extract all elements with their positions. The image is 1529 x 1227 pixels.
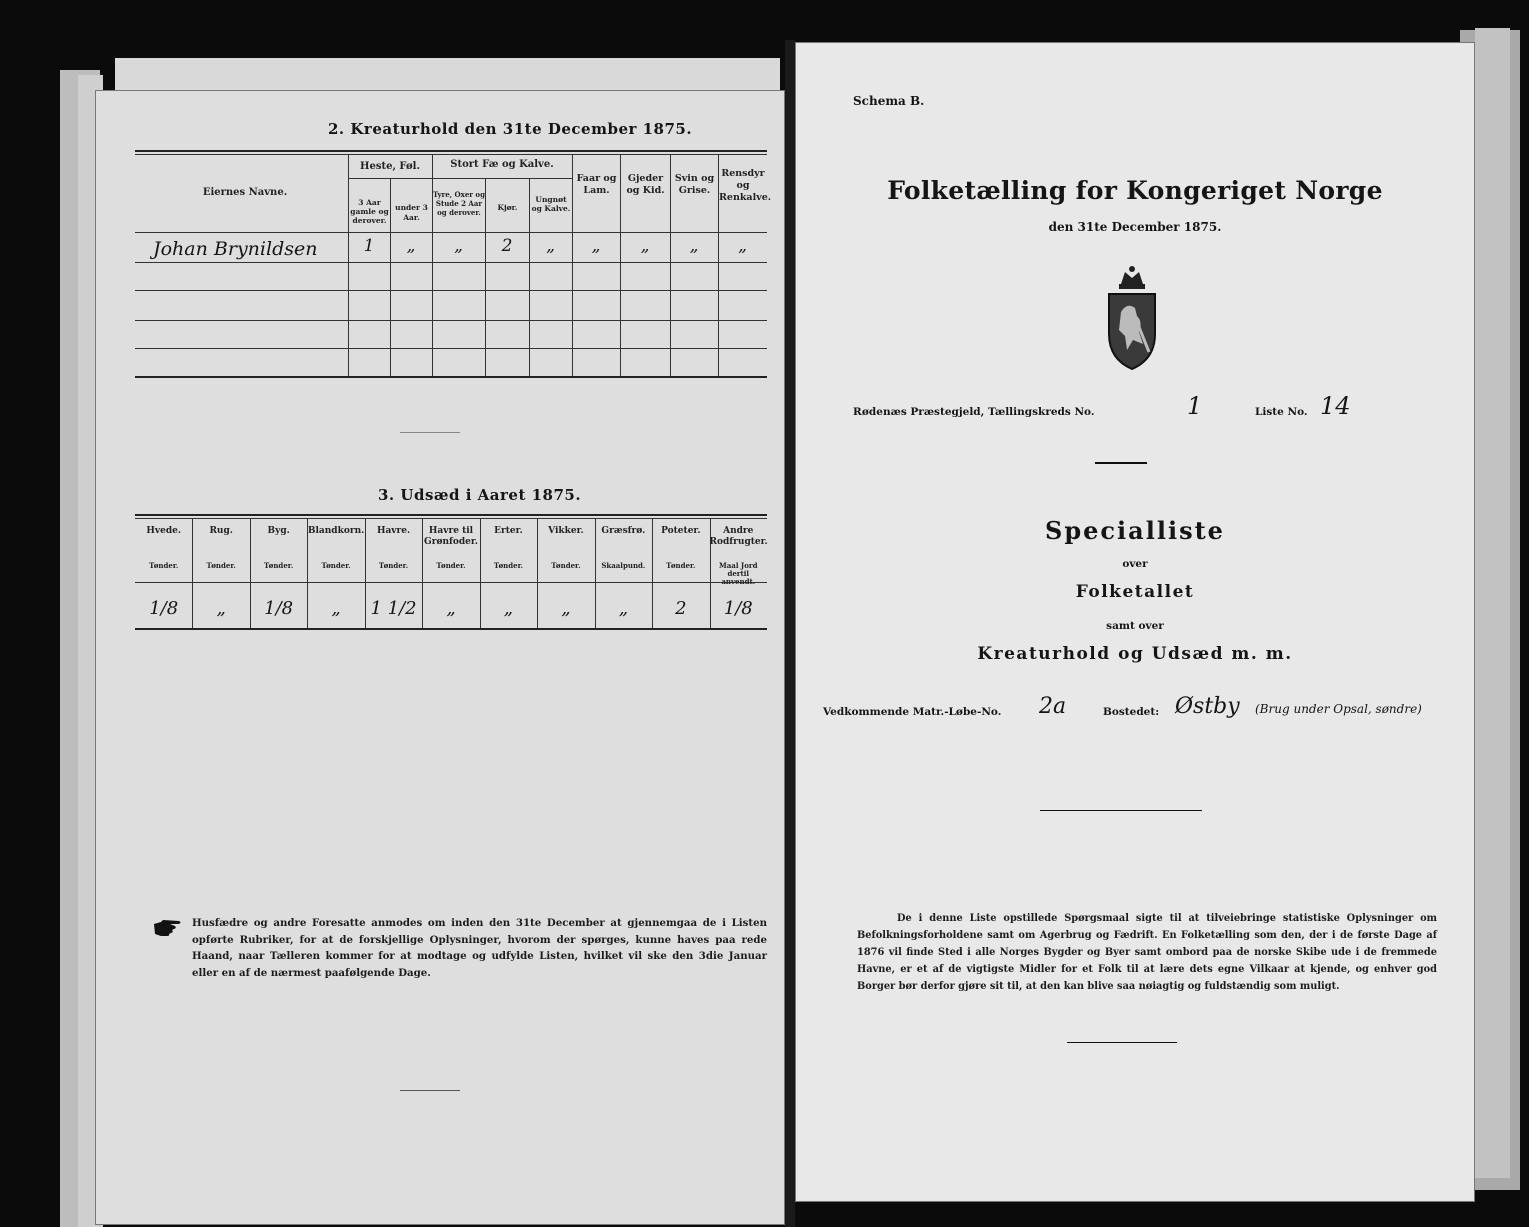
col-horse-old-header: 3 Aar gamle og derover. <box>350 198 389 225</box>
bottom-dash <box>400 1090 460 1091</box>
prestegjeld-label: Rødenæs Præstegjeld, Tællingskreds No. <box>853 406 1095 418</box>
bostedet-note: (Brug under Opsal, søndre) <box>1255 702 1422 716</box>
seed-col-unit: Tønder. <box>378 561 409 570</box>
seed-col-unit: Tønder. <box>264 561 294 570</box>
value-pigs: „ <box>689 236 699 256</box>
tellingskreds-value: 1 <box>1187 392 1203 420</box>
table2-col-divider <box>432 154 433 376</box>
value-young-cattle: „ <box>546 236 555 256</box>
table2-bottom-rule <box>135 376 767 378</box>
table3-bottom-rule <box>135 628 767 630</box>
table3-header-rule <box>135 582 767 583</box>
specialliste-heading: Specialliste <box>1045 516 1225 545</box>
over-text: over <box>1122 558 1148 570</box>
table2-top-rule-2 <box>135 154 767 155</box>
kreaturhold-heading: Kreaturhold og Udsæd m. m. <box>977 644 1293 664</box>
col-bulls-header: Tyre, Oxer og Stude 2 Aar og derover. <box>433 190 485 217</box>
divider-2 <box>1040 810 1202 811</box>
seed-col-unit: Tønder. <box>321 561 351 570</box>
divider-1 <box>1095 462 1147 464</box>
owner-name: Johan Brynildsen <box>153 238 318 260</box>
right-page <box>795 42 1475 1202</box>
seed-col-header: Erter. <box>494 526 523 536</box>
seed-col-unit: Tønder. <box>551 561 581 570</box>
value-sheep: „ <box>591 236 601 256</box>
folketallet-heading: Folketallet <box>1075 582 1195 602</box>
group-cattle-header: Stort Fæ og Kalve. <box>450 159 554 170</box>
group-horses-header: Heste, Føl. <box>360 161 420 172</box>
main-subtitle: den 31te December 1875. <box>1048 220 1222 234</box>
value-goats: „ <box>640 236 650 256</box>
section2-title: 2. Kreaturhold den 31te December 1875. <box>328 120 693 138</box>
notice-text: De i denne Liste opstillede Spørgsmaal sigte til at tilveiebringe statistiske Oplysninger om Befolkningsforholdene samt om Agerbrug og Fædrift. En Folketælling som den, der i de første Dage af 1876 vil finde Sted i alle Norges Bygder og Byer samt ombord paa de norske Skibe ude i de fremmede Havne, er et af de vigtigste Midler for et Folk til at lære dets egne Vilkaar at kjende, og enhver god Borger bør derfor gjøre sit til, at den kan blive saa nøiagtig og fuldstændig som muligt. <box>857 913 1437 992</box>
table3-top-rule-2 <box>135 518 767 519</box>
seed-col-unit: Tønder. <box>149 561 179 570</box>
table2-col-divider <box>348 154 349 376</box>
seed-col-unit: Skaalpund. <box>601 561 646 570</box>
col-pigs-header: Svin og Grise. <box>674 173 715 196</box>
table2-row-rule-1 <box>135 262 767 263</box>
col-young-cattle-header: Ungnøt og Kalve. <box>531 195 571 213</box>
liste-value: 14 <box>1320 392 1351 420</box>
seed-value: „ <box>561 598 571 619</box>
seed-col-unit: Tønder. <box>206 561 236 570</box>
table2-row-rule-3 <box>135 320 767 321</box>
book-fold <box>785 40 795 1227</box>
seed-col-header: Græsfrø. <box>601 526 646 536</box>
footnote-text: Husfædre og andre Foresatte anmodes om inden den 31te December at gjennemgaa de i Listen opførte Rubriker, for at de forskjellige Oplysninger, hvorom der spørges, kunne haves paa rede Haand, naar Tælleren kommer for at modtage og udfylde Listen, hvilket vil ske den 3die Januar eller en af de nærmest paafølgende Dage. <box>192 917 767 979</box>
seed-value: 1/8 <box>723 598 753 619</box>
matr-label: Vedkommende Matr.-Løbe-No. <box>823 706 1002 718</box>
divider-3 <box>1067 1042 1177 1043</box>
samt-over-text: samt over <box>1106 620 1164 632</box>
bostedet-label: Bostedet: <box>1103 706 1160 718</box>
separator-dash <box>400 432 460 433</box>
seed-value: „ <box>618 598 629 619</box>
right-page-edge-inner <box>1475 28 1510 1178</box>
seed-col-header: Havre. <box>376 526 411 536</box>
table2-group-rule <box>348 178 572 179</box>
seed-col-header: Vikker. <box>548 526 584 536</box>
col-sheep-header: Faar og Lam. <box>576 173 617 196</box>
seed-value: 2 <box>675 598 687 619</box>
col-cows-header: Kjør. <box>497 203 518 212</box>
col-horse-young-header: under 3 Aar. <box>395 203 428 222</box>
seed-value: „ <box>446 598 456 619</box>
seed-col-header: Rug. <box>209 526 233 536</box>
value-cows: 2 <box>501 236 513 256</box>
seed-value: „ <box>216 598 226 619</box>
left-page <box>95 90 785 1225</box>
table2-row-rule-4 <box>135 348 767 349</box>
table2-header-rule <box>135 232 767 233</box>
pointing-hand-icon <box>153 918 183 938</box>
col-owner-header: Eiernes Navne. <box>202 187 288 198</box>
section3-title: 3. Udsæd i Aaret 1875. <box>378 486 582 504</box>
seed-col-header: Byg. <box>267 526 290 536</box>
col-reindeer-header: Rensdyr og Renkalve. <box>719 168 772 203</box>
seed-col-header: Andre Rodfrugter. <box>709 526 768 547</box>
col-goats-header: Gjeder og Kid. <box>626 173 665 196</box>
seed-col-unit: Tønder. <box>436 561 466 570</box>
seed-col-header: Havre til Grønfoder. <box>424 526 478 547</box>
seed-value: „ <box>331 598 341 619</box>
seed-value: 1/8 <box>264 598 294 619</box>
value-horse-young: „ <box>406 236 416 256</box>
seed-col-header: Poteter. <box>661 526 701 536</box>
value-reindeer: „ <box>738 236 747 256</box>
bostedet-value: Østby <box>1175 694 1240 719</box>
table3-top-rule <box>135 514 767 516</box>
seed-col-header: Hvede. <box>146 526 182 536</box>
matr-value: 2a <box>1039 694 1067 719</box>
value-horse-old: 1 <box>363 236 375 256</box>
schema-label: Schema B. <box>853 94 925 108</box>
seed-col-unit: Maal Jord dertil anvendt. <box>719 561 758 586</box>
norwegian-coat-of-arms-icon <box>1097 264 1167 374</box>
seed-col-header: Blandkorn. <box>307 526 365 536</box>
seed-value: 1 1/2 <box>370 598 417 619</box>
table2-row-rule-2 <box>135 290 767 291</box>
seed-col-unit: Tønder. <box>666 561 696 570</box>
liste-label: Liste No. <box>1255 406 1308 418</box>
seed-value: 1/8 <box>149 598 179 619</box>
table2-top-rule <box>135 150 767 152</box>
main-title: Folketælling for Kongeriget Norge <box>887 176 1383 205</box>
seed-col-unit: Tønder. <box>493 561 524 570</box>
seed-value: „ <box>503 598 514 619</box>
value-bulls: „ <box>454 236 463 256</box>
